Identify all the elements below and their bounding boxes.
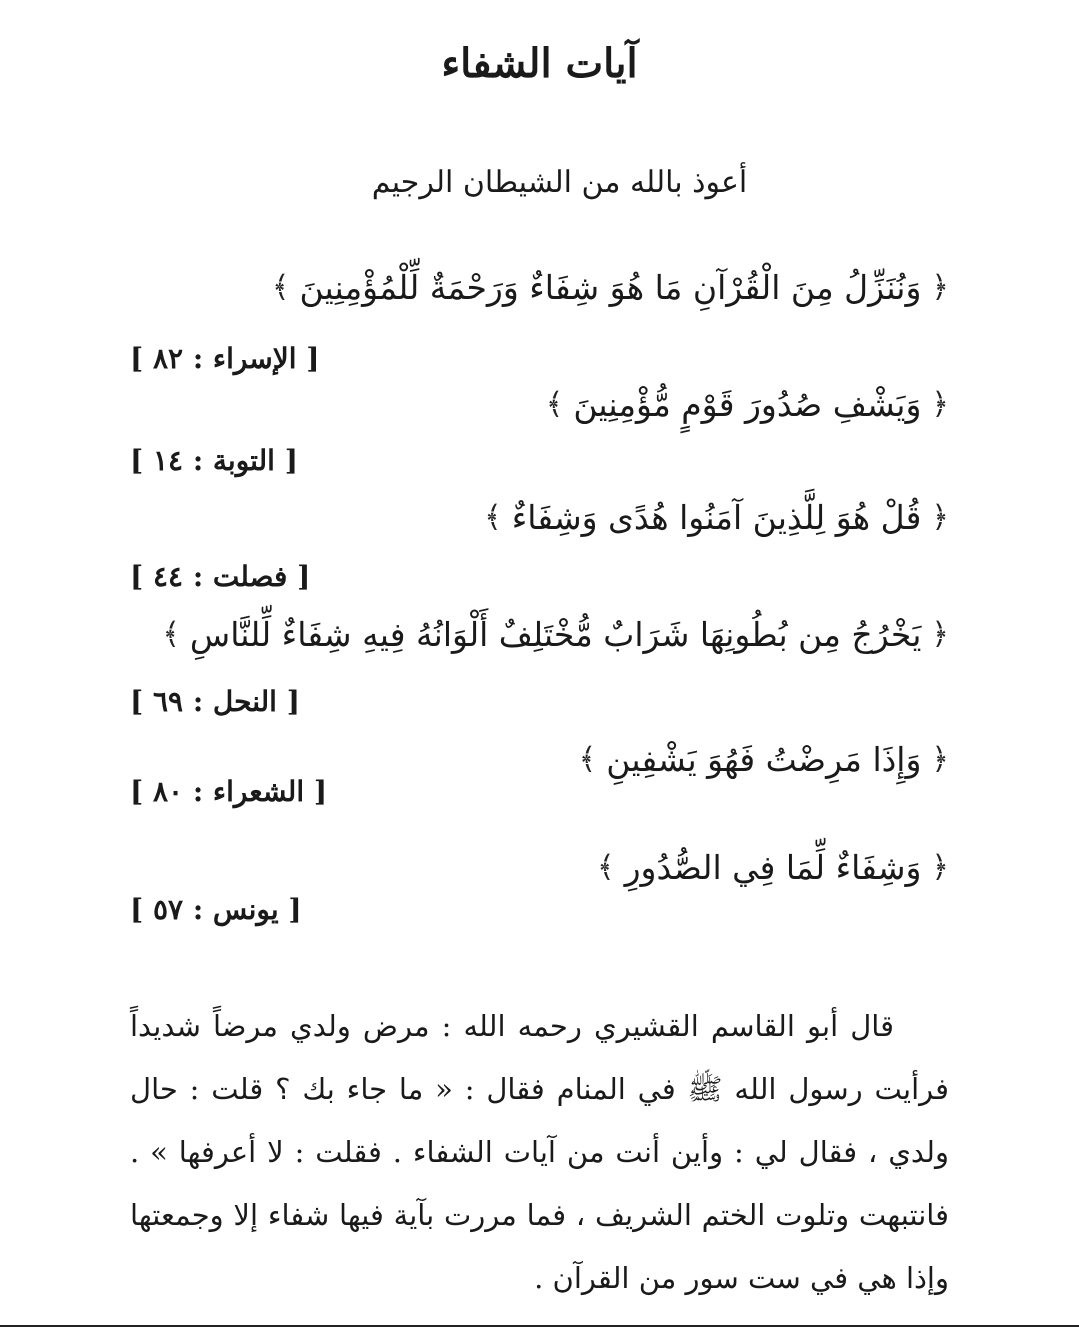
verse-open-bracket: ﴿ (931, 500, 949, 535)
verse-text: وَيَشْفِ صُدُورَ قَوْمٍ مُّؤْمِنِينَ (573, 385, 922, 424)
verse-close-bracket: ﴾ (545, 387, 564, 422)
verse-reference: [ فصلت : ٤٤ ] (130, 560, 311, 593)
verse-3 (484, 498, 949, 537)
verse-open-bracket: ﴿ (931, 387, 949, 422)
verse-6 (597, 848, 949, 887)
verse-text: يَخْرُجُ مِن بُطُونِهَا شَرَابٌ مُّخْتَلِفٌ أَلْوَانُهُ فِيهِ شِفَاءٌ لِّلنَّاسِ (189, 615, 922, 654)
verse-close-bracket: ﴾ (578, 742, 597, 777)
verse-1 (272, 268, 949, 307)
isti3adha-line: أعوذ بالله من الشيطان الرجيم (371, 165, 748, 200)
verse-text: وَنُنَزِّلُ مِنَ الْقُرْآنِ مَا هُوَ شِفَاءٌ وَرَحْمَةٌ لِّلْمُؤْمِنِينَ (299, 268, 922, 307)
verse-open-bracket: ﴿ (931, 742, 949, 777)
verse-close-bracket: ﴾ (597, 850, 615, 885)
verse-2 (546, 385, 949, 424)
verse-4 (162, 615, 949, 654)
verse-open-bracket: ﴿ (931, 617, 949, 652)
verse-open-bracket: ﴿ (931, 850, 949, 885)
verse-5 (579, 740, 949, 779)
verse-close-bracket: ﴾ (271, 270, 290, 305)
verse-reference: [ الشعراء : ٨٠ ] (130, 775, 328, 808)
story-paragraph: قال أبو القاسم القشيري رحمه الله : مرض ولدي مرضاً شديداً فرأيت رسول الله ﷺ في المنام فقال : « ما جاء بك ؟ قلت : حال ولدي ، فقال لي : وأين أنت من آيات الشفاء . فقلت : لا أعرفها » . فانتبهت وتلوت الختم الشريف ، فما مررت بآية فيها شفاء إلا وجمعتها وإذا هي في ست سور من القرآن . (130, 1009, 949, 1295)
verse-reference: [ الإسراء : ٨٢ ] (130, 342, 320, 375)
verse-reference: [ النحل : ٦٩ ] (130, 685, 300, 718)
story-block (130, 995, 949, 1310)
verse-close-bracket: ﴾ (162, 617, 180, 652)
verse-reference: [ يونس : ٥٧ ] (130, 893, 302, 926)
verse-text: قُلْ هُوَ لِلَّذِينَ آمَنُوا هُدًى وَشِفَاءٌ (511, 498, 922, 537)
verse-close-bracket: ﴾ (484, 500, 502, 535)
verse-open-bracket: ﴿ (931, 270, 949, 305)
verse-text: وَشِفَاءٌ لِّمَا فِي الصُّدُورِ (624, 848, 922, 887)
verse-text: وَإِذَا مَرِضْتُ فَهُوَ يَشْفِينِ (606, 740, 922, 779)
page-title: آيات الشفاء (441, 40, 638, 87)
verse-reference: [ التوبة : ١٤ ] (130, 444, 298, 477)
